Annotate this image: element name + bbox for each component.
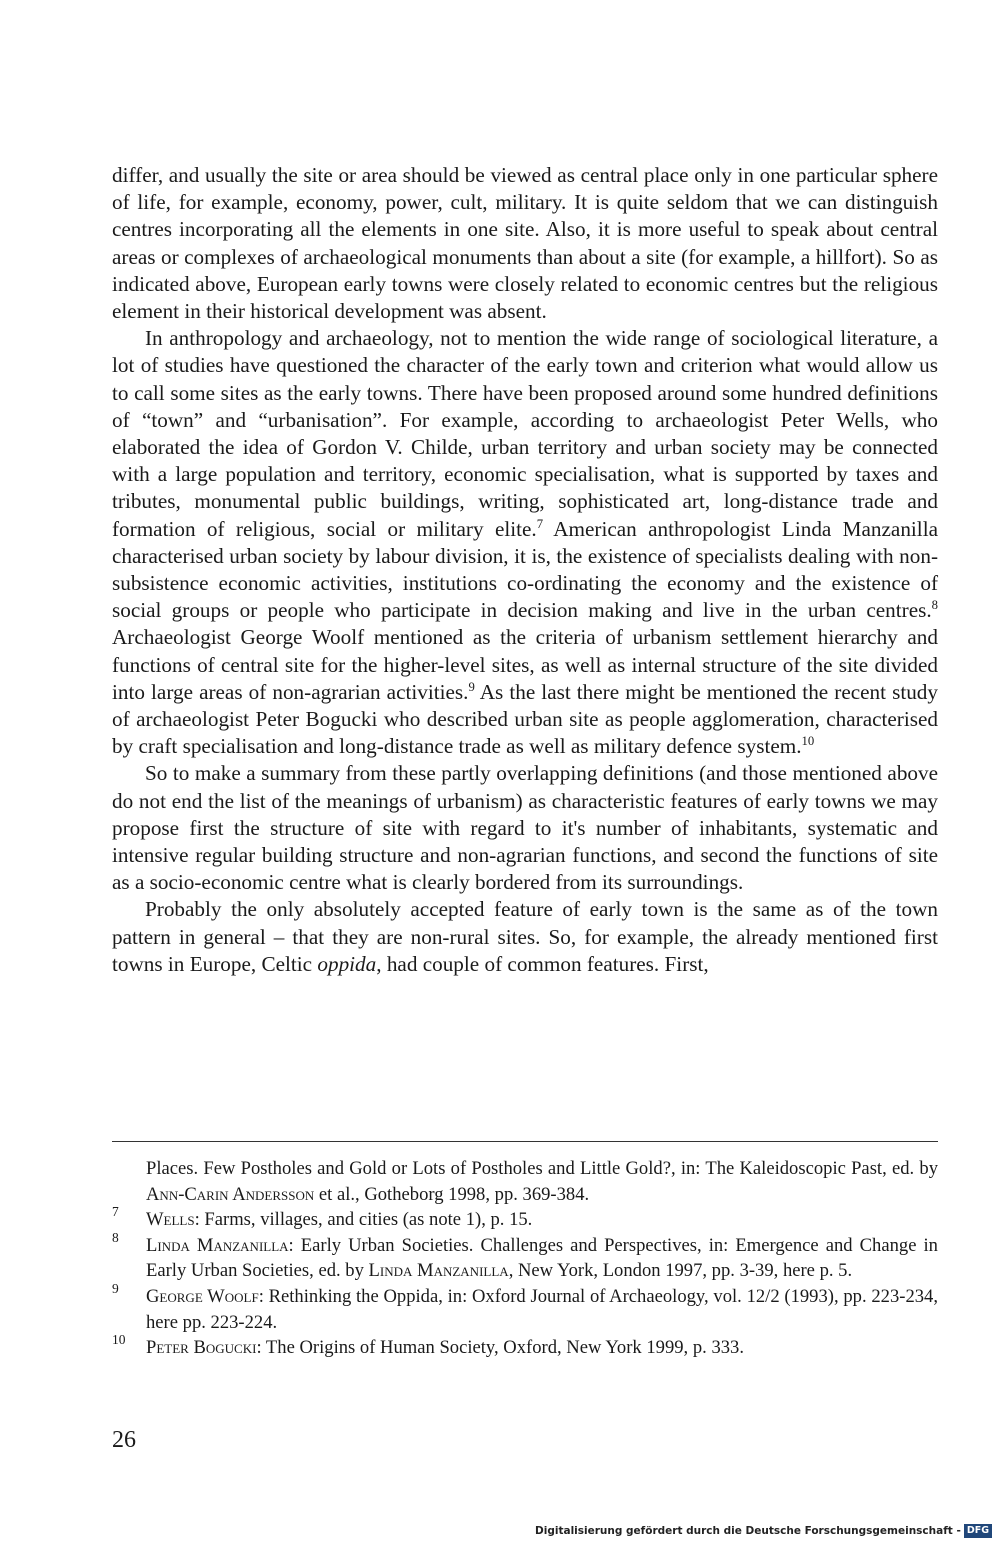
paragraph-2-part-4: As the last there might be mentioned the recent study of archaeologist Peter Bogucki who described urban site as people agglomeration, characterised by craft specialisation and long-distance trade as well as military defence system. bbox=[112, 679, 938, 759]
page-number: 26 bbox=[112, 1427, 136, 1453]
digitization-notice bbox=[535, 1523, 992, 1539]
footnote-ref-10: 10 bbox=[801, 734, 815, 749]
footnotes bbox=[112, 1156, 938, 1361]
footnote-9-number: 9 bbox=[112, 1280, 119, 1296]
footnote-ref-9: 9 bbox=[468, 679, 475, 694]
footnote-7-number: 7 bbox=[112, 1204, 119, 1220]
footnote-10 bbox=[112, 1332, 938, 1361]
paragraph-2-part-1: In anthropology and archaeology, not to mention the wide range of sociological literature, a lot of studies have questioned the character of the early town and criterion what would allow us to call some sites as the early towns. There have been proposed around some hundred definitions of “town” and “urbanisation”. For example, according to archaeologist Peter Wells, who elaborated the idea of Gordon V. Childe, urban territory and urban society may be connected with a large population and territory, economic specialisation, what is supported by taxes and tributes, monumental public buildings, writing, sophisticated art, long-distance trade and formation of religious, social or military elite. bbox=[112, 326, 938, 541]
digitization-text: Digitalisierung gefördert durch die Deutsche Forschungsgemeinschaft - bbox=[535, 1525, 961, 1537]
paragraph-1: differ, and usually the site or area should be viewed as central place only in one particular sphere of life, for example, economy, power, cult, military. It is quite seldom that we can distinguish centres incorporating all the elements in one site. Also, it is more useful to speak about central areas or complexes of archaeological monuments than about a site (for example, a hillfort). So as indicated above, European early towns were closely related to economic centres but the religious element in their historical development was absent. bbox=[112, 163, 938, 324]
footnote-8-author: Linda Manzanilla bbox=[146, 1234, 289, 1256]
footnote-8-editor: Linda Manzanilla bbox=[368, 1260, 509, 1282]
paragraph-3: So to make a summary from these partly overlapping definitions (and those mentioned above do not end the list of the meanings of urbanism) as characteristic features of early towns we may propose first the structure of site with regard to it's number of inhabitants, systematic and intensive regular building structure and non-agrarian functions, and second the functions of site as a socio-economic centre what is clearly bordered from its surroundings. bbox=[112, 761, 938, 895]
paragraph-2-part-3: Archaeologist George Woolf mentioned as the criteria of urbanism settlement hierarchy and functions of central site for the higher-level sites, as well as internal structure of the site divided into large areas of non-agrarian activities. bbox=[112, 625, 938, 704]
footnote-10-text: : The Origins of Human Society, Oxford, New York 1999, p. 333. bbox=[256, 1337, 744, 1359]
footnote-8-number: 8 bbox=[112, 1229, 119, 1245]
footnote-continuation-author: Ann-Carin Andersson bbox=[146, 1183, 315, 1205]
footnote-7-text: : Farms, villages, and cities (as note 1), p. 15. bbox=[194, 1209, 533, 1231]
footnote-continuation-text: Places. Few Postholes and Gold or Lots of Postholes and Little Gold?, in: The Kaleidoscopic Past, ed. by bbox=[146, 1158, 938, 1179]
footnote-ref-8: 8 bbox=[931, 598, 938, 613]
footnote-continuation bbox=[112, 1156, 938, 1207]
paragraph-4-part-1: Probably the only absolutely accepted feature of early town is the same as of the town pattern in general – that they are non-rural sites. So, for example, the already mentioned first towns in Europe, Celtic bbox=[112, 897, 938, 976]
footnote-9 bbox=[112, 1280, 938, 1335]
paragraph-4 bbox=[112, 896, 938, 978]
footnote-9-author: George Woolf bbox=[146, 1285, 259, 1307]
footnote-8 bbox=[112, 1229, 938, 1284]
dfg-logo: DFG bbox=[964, 1524, 992, 1538]
paragraph-4-emphasis: oppida bbox=[317, 951, 377, 976]
footnote-10-number: 10 bbox=[112, 1332, 126, 1348]
footnote-8-text-end: , New York, London 1997, pp. 3-39, here p. 5. bbox=[508, 1260, 853, 1282]
footnote-7-author: Wells bbox=[146, 1209, 195, 1231]
paragraph-4-part-2: , had couple of common features. First, bbox=[376, 951, 709, 976]
main-text bbox=[112, 162, 938, 978]
footnote-divider bbox=[112, 1141, 938, 1142]
footnote-ref-7: 7 bbox=[536, 516, 544, 531]
footnote-7 bbox=[112, 1204, 938, 1233]
footnote-8-text: : Early Urban Societies. Challenges and Perspectives, in: Emergence and Change in Early Urban Societies, ed. by bbox=[146, 1234, 938, 1282]
footnote-10-author: Peter Bogucki bbox=[146, 1337, 257, 1359]
footnote-continuation-text-end: et al., Gotheborg 1998, pp. 369-384. bbox=[314, 1183, 590, 1205]
paragraph-2-part-2: American anthropologist Linda Manzanilla characterised urban society by labour division, it is, the existence of specialists dealing with non-subsistence economic activities, institutions co-ordinating the economy and the existence of social groups or people who participate in decision making and live in the urban centres. bbox=[112, 516, 938, 623]
paragraph-2 bbox=[112, 325, 938, 760]
footnote-9-text: : Rethinking the Oppida, in: Oxford Journal of Archaeology, vol. 12/2 (1993), pp. 223-234, here pp. 223-224. bbox=[146, 1285, 938, 1333]
